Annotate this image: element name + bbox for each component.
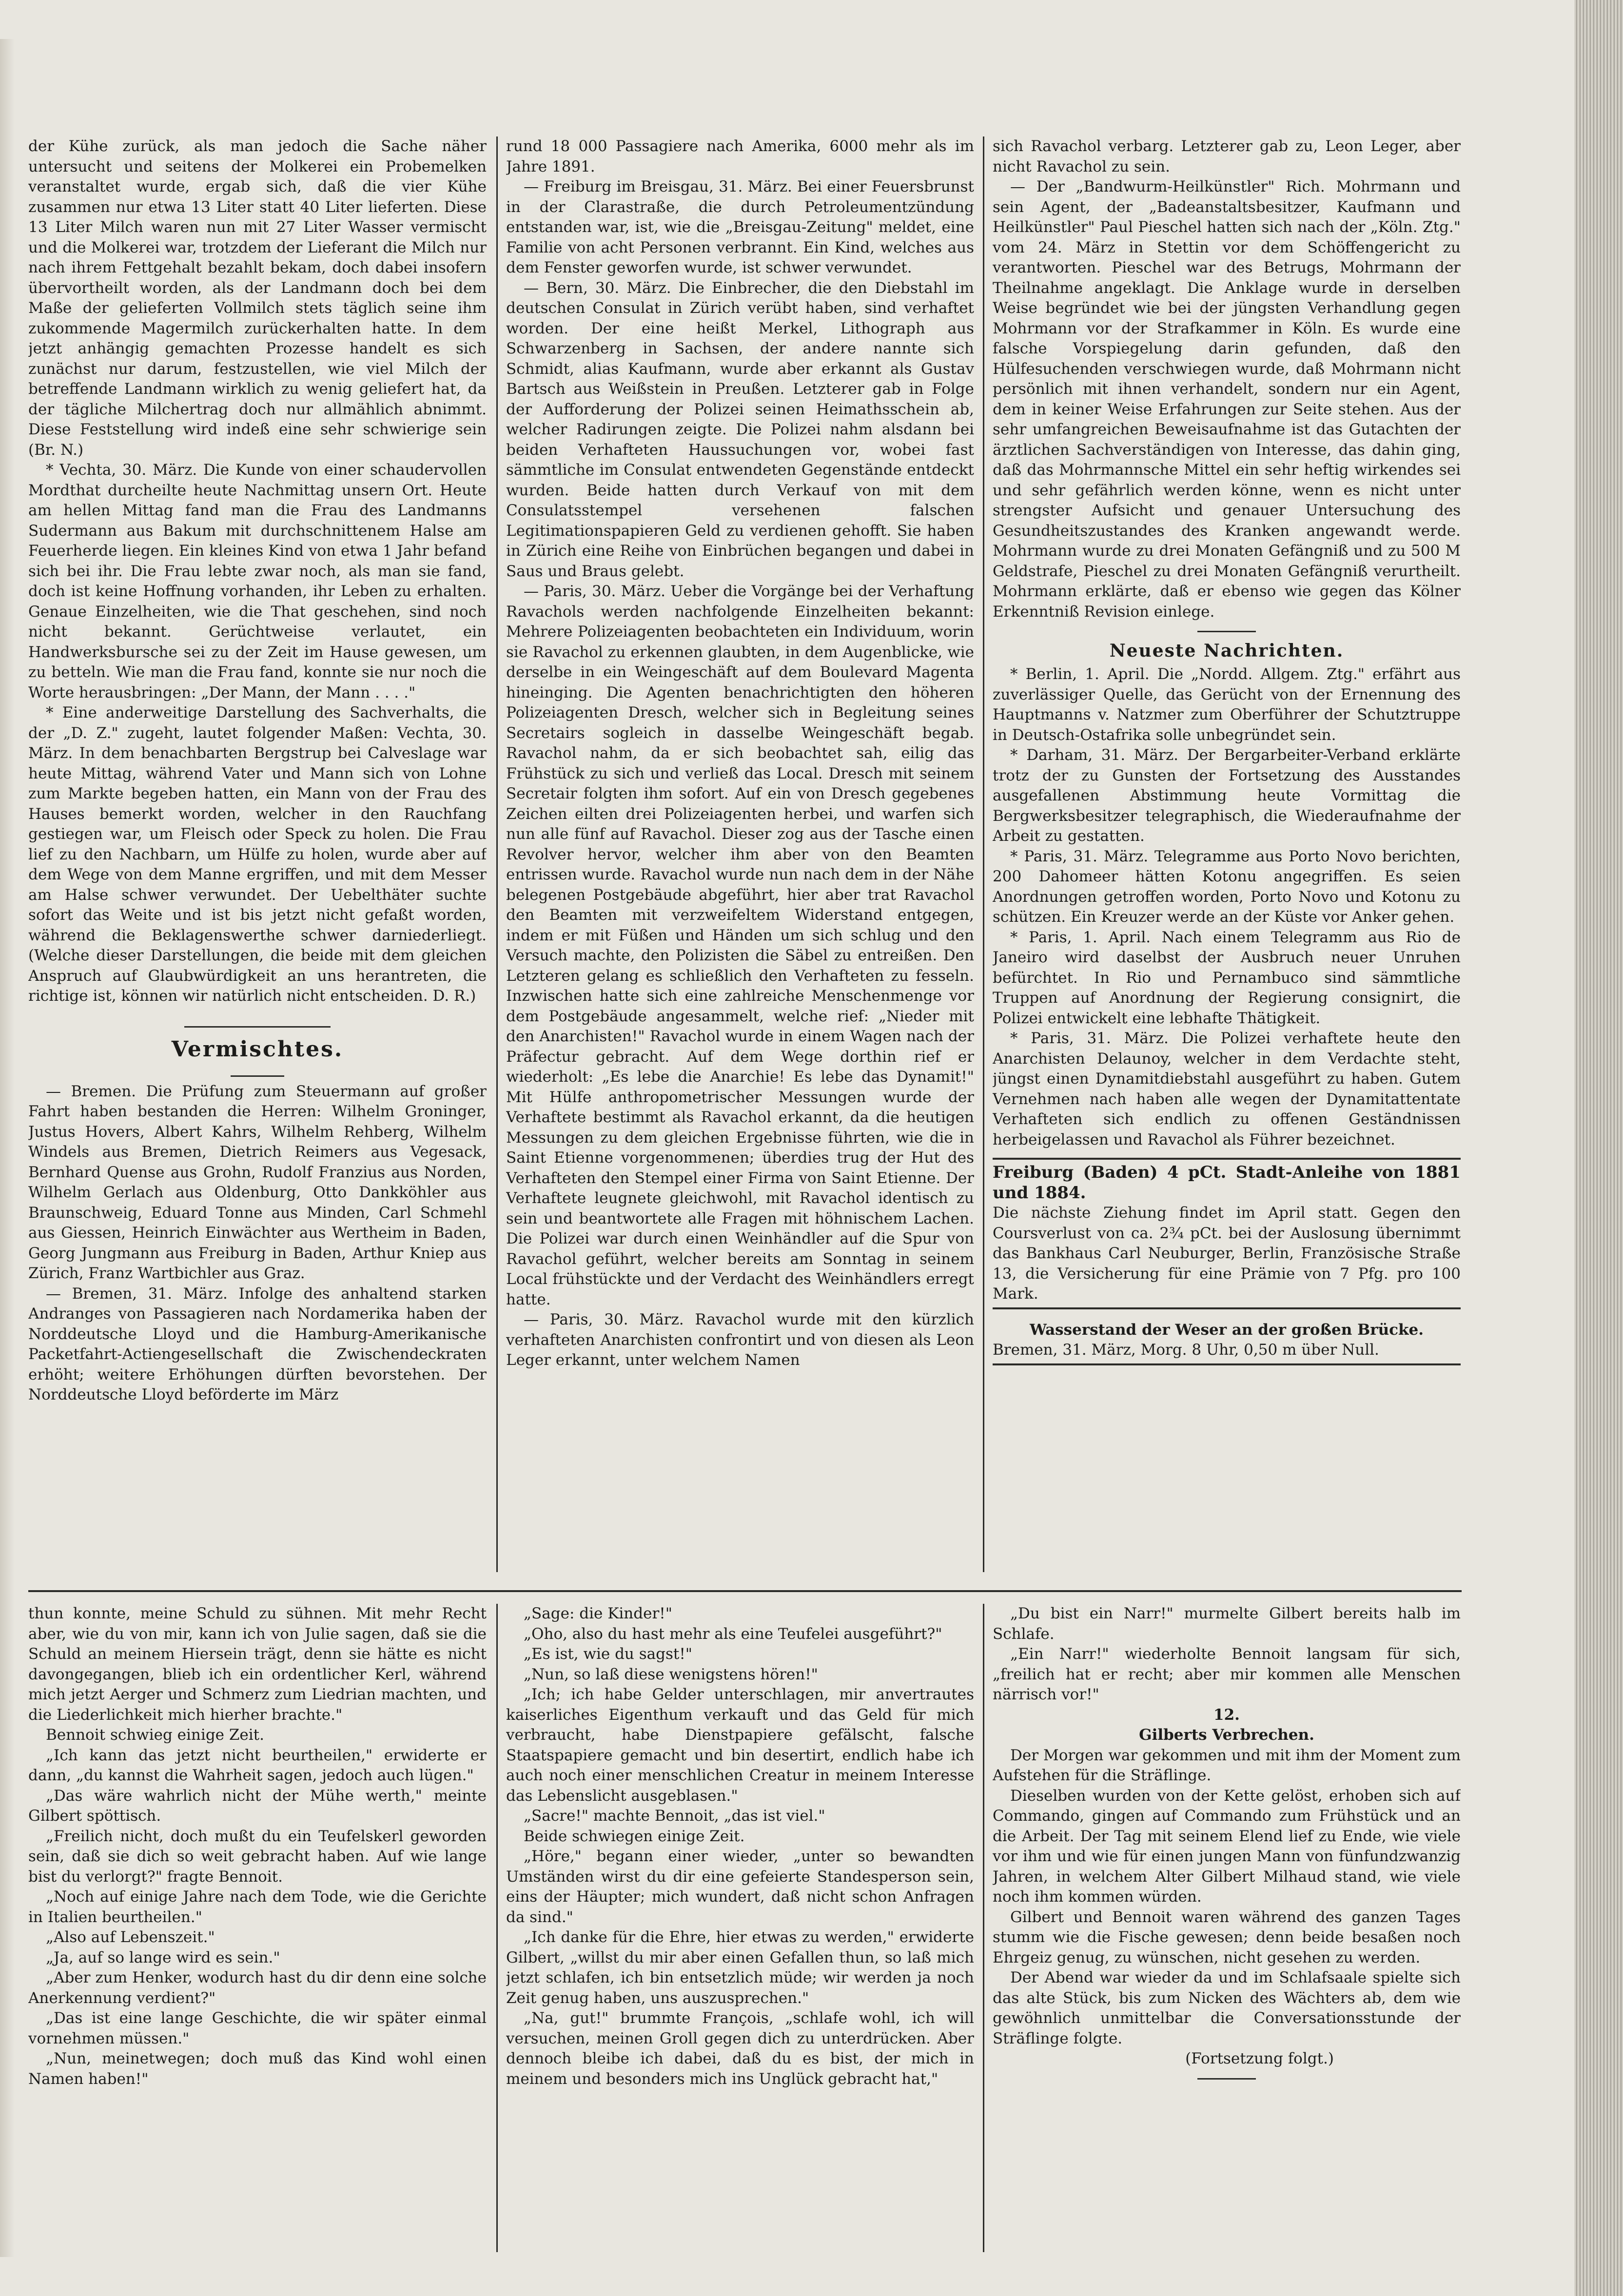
chapter-number: 12. bbox=[1213, 1706, 1240, 1724]
column-rule bbox=[983, 1604, 984, 2252]
article-bremen-exam: — Bremen. Die Prüfung zum Steuermann auf großer Fahrt haben bestanden die Herren: Wilhelm Groninger, Justus Hovers, Albert Kahrs, Wilhelm Rehberg, Wilhelm Windels aus Bremen, Dietrich Reimers aus Vegesack, Bernhard Quense aus Grohn, Rudolf Franzius aus Norden, Wilhelm Gerlach aus Oldenburg, Otto Dankköhler aus Braunschweig, Eduard Tonne aus Minden, Carl Schmehl aus Giessen, Heinrich Einwächter aus Wertheim in Baden, Georg Jungmann aus Freiburg in Baden, Arthur Kniep aus Zürich, Franz Wartbichler aus Graz. bbox=[28, 1082, 487, 1282]
section-title-vermischtes: Vermischtes. bbox=[171, 1036, 344, 1062]
feuilleton-paragraph: „Noch auf einige Jahre nach dem Tode, wie die Gerichte in Italien beurtheilen." bbox=[28, 1888, 487, 1926]
water-level-notice bbox=[993, 1317, 1461, 1365]
feuilleton-paragraph: Bennoit schwieg einige Zeit. bbox=[46, 1726, 264, 1744]
column-rule bbox=[496, 1604, 498, 2252]
article-bern-burglary: — Bern, 30. März. Die Einbrecher, die den Diebstahl im deutschen Consulat in Zürich verübt haben, sind verhaftet worden. Der eine heißt Merkel, Lithograph aus Schwarzenberg in Sachsen, der andere nannte sich Schmidt, alias Kaufmann, wurde aber erkannt als Gustav Bartsch aus Weißstein in Preußen. Letzterer gab in Folge der Aufforderung der Polizei seinen Heimathsschein ab, welcher Radirungen zeigte. Die Polizei nahm alsdann bei beiden Verhafteten Haussuchungen vor, wobei fast sämmtliche im Consulat entwendeten Gegenstände entdeckt wurden. Beide hatten durch Verkauf von mit dem Consulatsstempel versehenen falschen Legitimationspapieren Geld zu verdienen gehofft. Sie haben in Zürich eine Reihe von Einbrüchen begangen und dabei in Saus und Braus gelebt. bbox=[506, 279, 974, 580]
article-darham-miners: * Darham, 31. März. Der Bergarbeiter-Verband erklärte trotz der zu Gunsten der Fortsetzung des Ausstandes ausgefallenen Abstimmung heute Vormittag die Bergwerksbesitzer telegraphisch, die Wiederaufnahme der Arbeit zu gestatten. bbox=[993, 746, 1461, 845]
feuilleton-paragraph: „Ich danke für die Ehre, hier etwas zu werden," erwiderte Gilbert, „willst du mir aber einen Gefallen thun, so laß mich jetzt schlafen, ich bin entsetzlich müde; wir werden ja noch Zeit genug haben, uns auszusprechen." bbox=[506, 1928, 974, 2007]
feuilleton-paragraph: Gilbert und Bennoit waren während des ganzen Tages stumm wie die Fische gewesen; denn beide besaßen noch Ehrgeiz genug, zu wünschen, nicht gesehen zu werden. bbox=[993, 1908, 1461, 1966]
advertisement-loan bbox=[993, 1158, 1461, 1309]
column-3 bbox=[993, 136, 1461, 1570]
feuilleton-paragraph: „Nun, meinetwegen; doch muß das Kind wohl einen Namen haben!" bbox=[28, 2050, 487, 2088]
feuilleton-column-3 bbox=[993, 1604, 1461, 2252]
feuilleton-paragraph: Dieselben wurden von der Kette gelöst, erhoben sich auf Commando, gingen auf Commando zum Frühstück und an die Arbeit. Der Tag mit seinem Elend lief zu Ende, wie viele vor ihm und wie für einen jungen Mann von fünfundzwanzig Jahren, in welchem Alter Gilbert Milhaud stand, wie viele noch ihm kommen würden. bbox=[993, 1787, 1461, 1906]
ad-heading: Freiburg (Baden) 4 pCt. Stadt-Anleihe von 1881 und 1884. bbox=[993, 1163, 1461, 1203]
feuilleton-paragraph: „Aber zum Henker, wodurch hast du dir denn eine solche Anerkennung verdient?" bbox=[28, 1969, 487, 2007]
divider bbox=[1197, 631, 1256, 632]
column-2 bbox=[506, 136, 974, 1570]
feuilleton-paragraph: Der Abend war wieder da und im Schlafsaale spielte sich das alte Stück, bis zum Nicken des Wächters ab, dem wie gewöhnlich unmittelbar die Conversationsstunde der Sträflinge folgte. bbox=[993, 1969, 1461, 2047]
feuilleton-paragraph: „Höre," begann einer wieder, „unter so bewandten Umständen wirst du dir eine gefeierte Standesperson sein, eins der Häupter; mich wundert, daß nicht schon Anfragen da sind." bbox=[506, 1848, 974, 1926]
article-paris-rio: * Paris, 1. April. Nach einem Telegramm aus Rio de Janeiro wird daselbst der Ausbruch neuer Unruhen befürchtet. In Rio und Pernambuco sind sämmtliche Truppen auf Anordnung der Regierung consignirt, die Polizei entwickelt eine lebhafte Thätigkeit. bbox=[993, 928, 1461, 1027]
article-freiburg-fire: — Freiburg im Breisgau, 31. März. Bei einer Feuersbrunst in der Clarastraße, die durch Petroleumentzündung entstanden war, ist, wie die „Breisgau-Zeitung" meldet, eine Familie von acht Personen verbrannt. Ein Kind, welches aus dem Fenster geworfen wurde, ist schwer verwundet. bbox=[506, 178, 974, 276]
feuilleton-paragraph: „Ich; ich habe Gelder unterschlagen, mir anvertrautes kaiserliches Eigenthum verkauft und das Geld für mich verbraucht, habe Dienstpapiere gefälscht, falsche Staatspapiere gemacht und bin desertirt, endlich habe ich auch noch einer menschlichen Creatur in meinem Interesse das Lebenslicht ausgeblasen." bbox=[506, 1686, 974, 1805]
feuilleton-paragraph: Der Morgen war gekommen und mit ihm der Moment zum Aufstehen für die Sträflinge. bbox=[993, 1746, 1461, 1784]
feuilleton-column-1 bbox=[28, 1604, 487, 2252]
feuilleton-paragraph: „Das ist eine lange Geschichte, die wir später einmal vornehmen müssen." bbox=[28, 2009, 487, 2047]
continuation-note: (Fortsetzung folgt.) bbox=[1185, 2050, 1334, 2067]
feuilleton-paragraph: thun konnte, meine Schuld zu sühnen. Mit mehr Recht aber, wie du von mir, kann ich von Julie sagen, daß sie die Schuld an meinem Hiersein trägt, denn sie hätte es nicht davongegangen, blieb ich ein ordentlicher Kerl, während mich jetzt Aerger und Schmerz zum Liedrian machten, und die Liederlichkeit mich hierher brachte." bbox=[28, 1605, 487, 1724]
feuilleton-paragraph: „Ich kann das jetzt nicht beurtheilen," erwiderte er dann, „du kannst die Wahrheit sagen, jedoch auch lügen." bbox=[28, 1746, 487, 1784]
feuilleton-paragraph: „Na, gut!" brummte François, „schlafe wohl, ich will versuchen, meinen Groll gegen dich zu unterdrücken. Aber dennoch bleibe ich dabei, daß du es bist, der mich in meinem und besonders mich ins Unglück gebracht hat," bbox=[506, 2009, 974, 2088]
section-title-neueste-nachrichten: Neueste Nachrichten. bbox=[1109, 641, 1344, 661]
article-vechta-alternative: * Eine anderweitige Darstellung des Sachverhalts, die der „D. Z." zugeht, lautet folgender Maßen: Vechta, 30. März. In dem benachbarten Bergstrup bei Calveslage war heute Mittag, während Vater und Mann sich von Lohne zum Markte begeben hatten, ein Mann von der Frau des Hauses bemerkt worden, welcher in den Rauchfang gestiegen war, um Fleisch oder Speck zu holen. Die Frau lief zu den Nachbarn, um Hülfe zu holen, wurde aber auf dem Wege von dem Manne ergriffen, und mit dem Messer am Halse schwer verwundet. Der Uebelthäter suchte sofort das Weite und ist bis jetzt nicht gefaßt worden, während die Beklagenswerthe schwer darniederliegt. (Welche dieser Darstellungen, die beide mit dem gleichen Anspruch auf Glaubwürdigkeit an uns herantreten, die richtige ist, können wir natürlich nicht entscheiden. D. R.) bbox=[28, 704, 487, 1005]
facing-page-edge bbox=[0, 39, 15, 2257]
column-rule bbox=[496, 136, 498, 1572]
divider bbox=[184, 1026, 331, 1028]
divider bbox=[1197, 2078, 1256, 2080]
article-mohrmann-trial: — Der „Bandwurm-Heilkünstler" Rich. Mohrmann und sein Agent, der „Badeanstaltsbesitzer, Kaufmann und Heilkünstler" Paul Pieschel hatten sich nach der „Köln. Ztg." vom 24. März in Stettin vor dem Schöffengericht zu verantworten. Pieschel war des Betrugs, Mohrmann der Theilnahme angeklagt. Die Anklage wurde in derselben Weise begründet wie bei der jüngsten Verhandlung gegen Mohrmann vor der Strafkammer in Köln. Es wurde eine falsche Vorspiegelung darin gefunden, daß den Hülfesuchenden verschwiegen wurde, daß Mohrmann nicht persönlich mit ihnen verhandelt, sondern nur ein Agent, dem in keiner Weise Erfahrungen zur Seite stehen. Aus der sehr umfangreichen Beweisaufnahme ist das Gutachten der ärztlichen Sachverständigen von Interesse, das dahin ging, daß das Mohrmannsche Mittel ein sehr heftig wirkendes sei und sehr gefährlich werden könne, wenn es nicht unter strengster Aufsicht und genauer Untersuchung des Gesundheitszustandes des Kranken angewandt werde. Mohrmann wurde zu drei Monaten Gefängniß und zu 500 M Geldstrafe, Pieschel zu drei Monaten Gefängniß verurtheilt. Mohrmann erklärte, daß er ebenso wie gegen das Kölner Erkenntniß Revision einlege. bbox=[993, 178, 1461, 621]
feuilleton-paragraph: „Nun, so laß diese wenigstens hören!" bbox=[524, 1665, 818, 1683]
article-paris-delaunoy: * Paris, 31. März. Die Polizei verhaftete heute den Anarchisten Delaunoy, welcher in dem Verdachte steht, jüngst einen Dynamitdiebstahl ausgeführt zu haben. Gutem Vernehmen nach haben alle wegen der Dynamitattentate Verhafteten sich endlich zu offenen Geständnissen herbeigelassen und Ravachol als Führer bezeichnet. bbox=[993, 1030, 1461, 1148]
feuilleton-paragraph: Beide schwiegen einige Zeit. bbox=[524, 1827, 745, 1845]
article-paris-dahomey: * Paris, 31. März. Telegramme aus Porto Novo berichten, 200 Dahomeer hätten Kotonu angegriffen. Es seien Anordnungen getroffen worden, Porto Novo und Kotonu zu schützen. Ein Kreuzer werde an der Küste vor Anker gehen. bbox=[993, 847, 1461, 926]
feuilleton-paragraph: „Ja, auf so lange wird es sein." bbox=[46, 1948, 280, 1966]
article-vechta-murder: * Vechta, 30. März. Die Kunde von einer schaudervollen Mordthat durcheilte heute Nachmittag unsern Ort. Heute am hellen Mittag fand man die Frau des Landmanns Sudermann aus Bakum mit durchschnittenem Halse am Feuerherde liegen. Ein kleines Kind von etwa 1 Jahr befand sich bei ihr. Die Frau lebte zwar noch, als man sie fand, doch ist keine Hoffnung vorhanden, ihr Leben zu erhalten. Genaue Einzelheiten, wie die That geschehen, sind noch nicht bekannt. Gerüchtweise verlautet, ein Handwerksbursche sei zu der Zeit im Hause gewesen, um zu betteln. Wie man die Frau fand, konnte sie nur noch die Worte herausbringen: „Der Mann, der Mann . . . ." bbox=[28, 461, 487, 701]
divider bbox=[231, 1075, 284, 1077]
feuilleton-paragraph: „Sacre!" machte Bennoit, „das ist viel." bbox=[524, 1807, 825, 1825]
feuilleton-paragraph: „Oho, also du hast mehr als eine Teufelei ausgeführt?" bbox=[524, 1625, 942, 1643]
chapter-title: Gilberts Verbrechen. bbox=[1139, 1726, 1314, 1744]
article-paris-confrontation: — Paris, 30. März. Ravachol wurde mit den kürzlich verhafteten Anarchisten confrontirt und von diesen als Leon Leger erkannt, unter welchem Namen bbox=[506, 1311, 974, 1369]
column-1 bbox=[28, 136, 487, 1570]
water-level-heading: Wasserstand der Weser an der großen Brücke. bbox=[1029, 1321, 1424, 1339]
column-rule bbox=[983, 136, 984, 1572]
feuilleton-paragraph: „Also auf Lebenszeit." bbox=[46, 1928, 215, 1946]
ad-body: Die nächste Ziehung findet im April statt. Gegen den Coursverlust von ca. 2¾ pCt. bei der Auslosung übernimmt das Bankhaus Carl Neuburger, Berlin, Französische Straße 13, die Versicherung für eine Prämie von 7 Pfg. pro 100 Mark. bbox=[993, 1204, 1461, 1303]
feuilleton-paragraph: „Sage: die Kinder!" bbox=[524, 1605, 672, 1622]
book-page-edges bbox=[1574, 0, 1623, 2296]
article-paris-confrontation-cont: sich Ravachol verbarg. Letzterer gab zu, Leon Leger, aber nicht Ravachol zu sein. bbox=[993, 137, 1461, 175]
article-paris-ravachol: — Paris, 30. März. Ueber die Vorgänge bei der Verhaftung Ravachols werden nachfolgende Einzelheiten bekannt: Mehrere Polizeiagenten beobachteten ein Individuum, worin sie Ravachol zu erkennen glaubten, in dem Augenblicke, wie derselbe in ein Weingeschäft auf dem Boulevard Magenta hineinging. Die Agenten benachrichtigten den höheren Polizeiagenten Dresch, welcher sich in Begleitung seines Secretairs sogleich in dasselbe Weingeschäft begab. Ravachol nahm, da er sich beobachtet sah, eilig das Frühstück zu sich und verließ das Local. Dresch mit seinem Secretair folgten ihm sofort. Auf ein von Dresch gegebenes Zeichen eilten drei Polizeiagenten herbei, und warfen sich nun alle fünf auf Ravachol. Dieser zog aus der Tasche einen Revolver hervor, welcher ihm aber von den Beamten entrissen wurde. Ravachol wurde nun nach dem in der Nähe belegenen Postgebäude abgeführt, hier aber trat Ravachol den Beamten mit verzweifeltem Widerstand entgegen, indem er mit Füßen und Händen um sich schlug und den Versuch machte, den Polizisten die Säbel zu entreißen. Den Letzteren gelang es schließlich den Verhafteten zu fesseln. Inzwischen hatte sich eine zahlreiche Menschenmenge vor dem Postgebäude angesammelt, welche rief: „Nieder mit den Anarchisten!" Ravachol wurde in einem Wagen nach der Präfectur gebracht. Auf dem Wege dorthin rief er wiederholt: „Es lebe die Anarchie! Es lebe das Dynamit!" Mit Hülfe anthropometrischer Messungen wurde der Verhaftete bestimmt als Ravachol erkannt, da die heutigen Messungen zu dem gleichen Ergebnisse führten, wie die in Saint Etienne vorgenommenen; überdies trug der Hut des Verhafteten den Stempel einer Firma von Saint Etienne. Der Verhaftete leugnete gleichwohl, mit Ravachol identisch zu sein und beantwortete alle Fragen mit höhnischem Lachen. Die Polizei war durch einen Weinhändler auf die Spur von Ravachol geführt, welcher bereits am Sonntag in seinem Local frühstückte und der Verdacht des Weinhändlers erregt hatte. bbox=[506, 583, 974, 1308]
water-level-body: Bremen, 31. März, Morg. 8 Uhr, 0,50 m über Null. bbox=[993, 1341, 1379, 1359]
feuilleton-rule bbox=[28, 1590, 1462, 1592]
feuilleton-paragraph: „Es ist, wie du sagst!" bbox=[524, 1645, 693, 1663]
article-milk-fraud: der Kühe zurück, als man jedoch die Sache näher untersucht und seitens der Molkerei ein Probemelken veranstaltet wurde, ergab sich, daß die vier Kühe zusammen nur etwa 13 Liter statt 40 Liter lieferten. Diese 13 Liter Milch waren nun mit 27 Liter Wasser vermischt und die Molkerei war, trotzdem der Lieferant die Milch nur nach ihrem Fettgehalt bezahlt bekam, doch dabei insofern übervortheilt worden, als der Landmann doch bei dem Maße der gelieferten Vollmilch stets täglich seine ihm zukommende Magermilch zurückerhalten hatte. In dem jetzt anhängig gemachten Prozesse handelt es sich zunächst nur darum, festzustellen, wie viel Milch der betreffende Landmann wirklich zu wenig geliefert hat, da der tägliche Milchertrag doch nur allmählich abnimmt. Diese Feststellung wird indeß eine sehr schwierige sein (Br. N.) bbox=[28, 137, 487, 459]
article-bremen-passengers-cont: rund 18 000 Passagiere nach Amerika, 6000 mehr als im Jahre 1891. bbox=[506, 137, 974, 175]
feuilleton-paragraph: „Das wäre wahrlich nicht der Mühe werth," meinte Gilbert spöttisch. bbox=[28, 1787, 487, 1825]
feuilleton-paragraph: „Freilich nicht, doch mußt du ein Teufelskerl geworden sein, daß sie dich so weit gebracht haben. Auf wie lange bist du verlorgt?" fragte Bennoit. bbox=[28, 1827, 487, 1886]
article-bremen-passengers: — Bremen, 31. März. Infolge des anhaltend starken Andranges von Passagieren nach Nordamerika haben der Norddeutsche Lloyd und die Hamburg-Amerikanische Packetfahrt-Actiengesellschaft die Zwischendeckraten erhöht; weitere Erhöhungen dürften bevorstehen. Der Norddeutsche Lloyd beförderte im März bbox=[28, 1284, 487, 1403]
feuilleton-column-2 bbox=[506, 1604, 974, 2252]
article-berlin-natzmer: * Berlin, 1. April. Die „Nordd. Allgem. Ztg." erfährt aus zuverlässiger Quelle, das Gerücht von der Ernennung des Hauptmanns v. Natzmer zum Oberführer der Schutztruppe in Deutsch-Ostafrika solle unbegründet sein. bbox=[993, 665, 1461, 744]
feuilleton-paragraph: „Ein Narr!" wiederholte Bennoit langsam für sich, „freilich hat er recht; aber mir kommen alle Menschen närrisch vor!" bbox=[993, 1645, 1461, 1703]
feuilleton-paragraph: „Du bist ein Narr!" murmelte Gilbert bereits halb im Schlafe. bbox=[993, 1605, 1461, 1643]
